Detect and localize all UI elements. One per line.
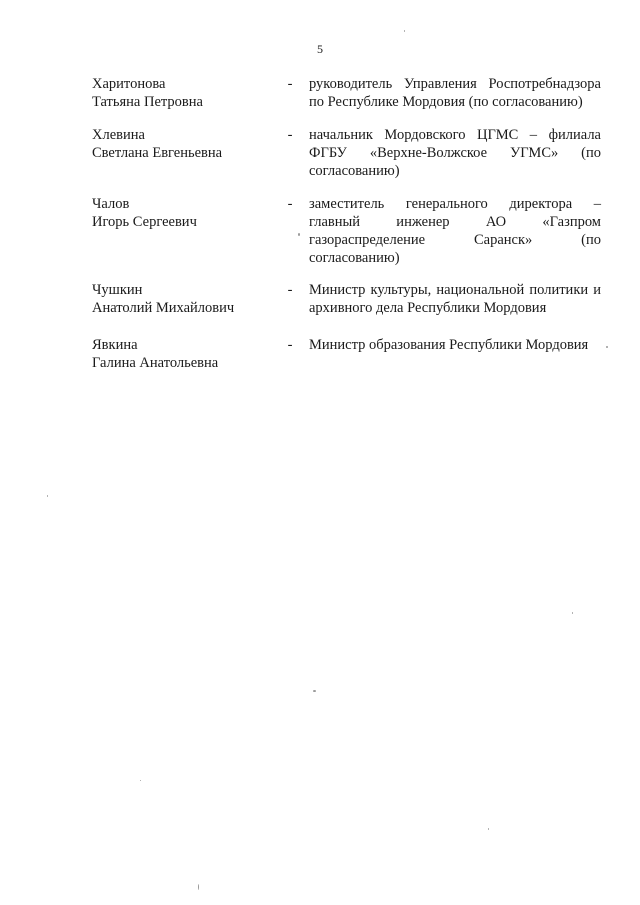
scan-speck (606, 346, 608, 348)
member-surname: Чалов (92, 196, 130, 212)
scan-speck (47, 495, 48, 497)
member-given-names: Галина Анатольевна (92, 355, 219, 371)
member-name (92, 336, 272, 372)
member-name (92, 126, 272, 162)
member-surname: Чушкин (92, 282, 143, 298)
member-surname: Харитонова (92, 76, 166, 92)
member-role: Министр образования Республики Мордовия (309, 337, 589, 353)
scan-speck (198, 884, 199, 890)
member-surname: Явкина (92, 337, 138, 353)
member-name (92, 281, 272, 317)
scan-speck (488, 828, 489, 830)
member-dash: - (287, 196, 293, 212)
member-name (92, 195, 272, 231)
page-number: 5 (317, 42, 323, 56)
member-given-names: Анатолий Михайлович (92, 300, 235, 316)
member-given-names: Игорь Сергеевич (92, 214, 197, 230)
scan-speck (572, 612, 573, 614)
member-role: руководитель Управления Роспотребнадзора по Республике Мордовия (по согласованию) (309, 76, 601, 110)
member-name (92, 75, 272, 111)
member-role: заместитель генерального директора – главный инженер АО «Газпром газораспределение Саранск» (по согласованию) (309, 196, 601, 266)
member-surname: Хлевина (92, 127, 145, 143)
member-given-names: Татьяна Петровна (92, 94, 203, 110)
member-dash: - (287, 282, 293, 298)
member-dash: - (287, 127, 293, 143)
scan-speck (298, 233, 300, 236)
scan-speck (140, 780, 141, 781)
scan-speck (404, 30, 405, 32)
member-dash: - (287, 76, 293, 92)
scan-speck (313, 690, 316, 692)
member-role: начальник Мордовского ЦГМС – филиала ФГБУ «Верхне-Волжское УГМС» (по согласованию) (309, 127, 601, 179)
member-role: Министр культуры, национальной политики и архивного дела Республики Мордовия (309, 282, 601, 316)
member-dash: - (287, 337, 293, 353)
member-given-names: Светлана Евгеньевна (92, 145, 223, 161)
